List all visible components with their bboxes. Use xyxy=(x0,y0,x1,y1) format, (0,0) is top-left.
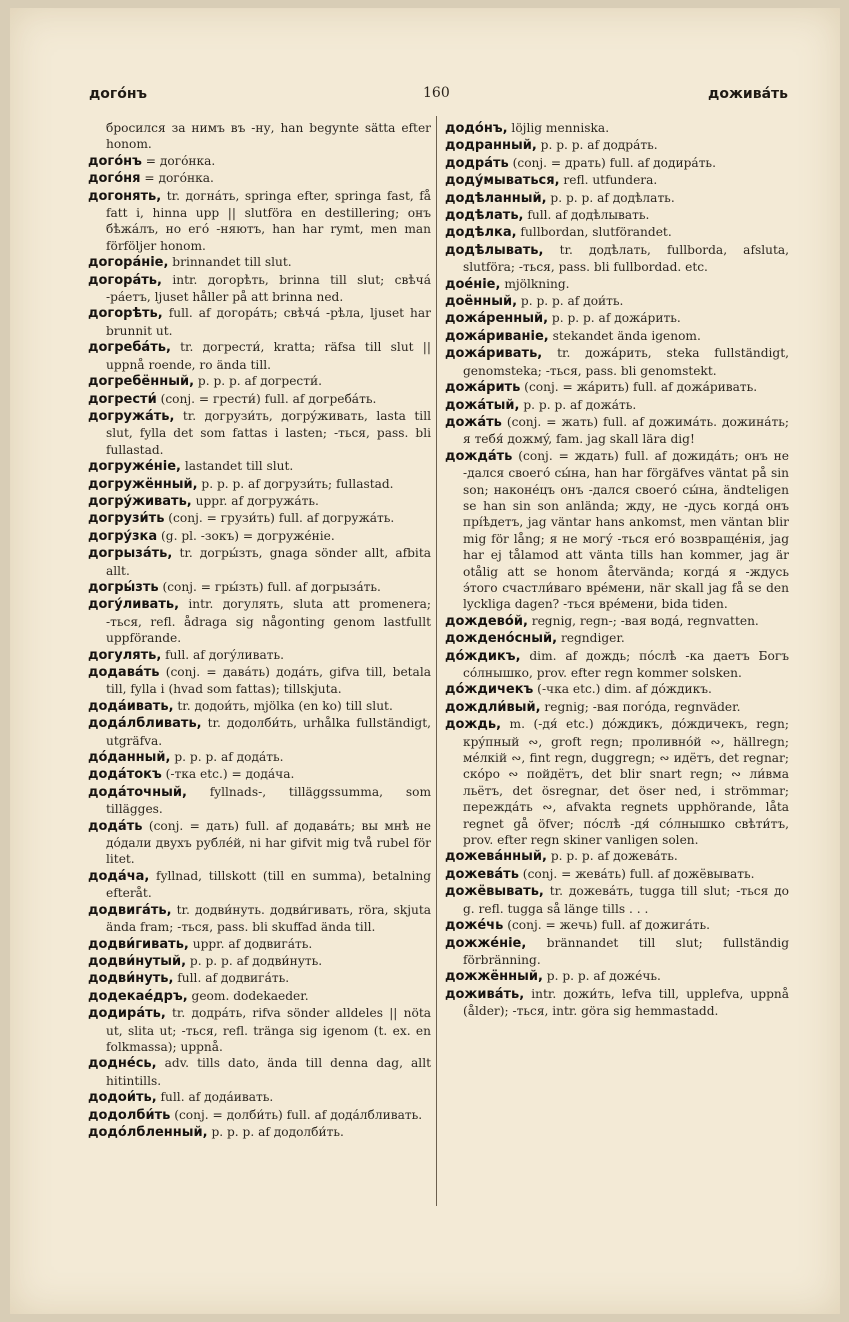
dictionary-entry xyxy=(88,766,431,783)
dictionary-entry xyxy=(88,936,431,953)
entry-definition: p. p. p. af догрести́. xyxy=(194,374,322,389)
entry-headword: догребáть, xyxy=(88,340,171,356)
dictionary-entry xyxy=(445,968,789,985)
entry-headword: догорѣть, xyxy=(88,306,163,322)
entry-definition: mjölkning. xyxy=(500,276,570,291)
entry-definition: p. p. p. af додáть. xyxy=(170,750,284,765)
entry-headword: додáтокъ xyxy=(88,767,162,783)
dictionary-entry xyxy=(445,866,789,883)
entry-headword: дожáривать, xyxy=(445,346,543,362)
entry-definition: p. p. p. af додрáть. xyxy=(536,138,658,153)
entry-headword: додóлбленный, xyxy=(88,1124,208,1140)
dictionary-entry xyxy=(445,986,789,1020)
dictionary-entry xyxy=(88,1124,431,1141)
entry-definition: tr. дожевáть, tugga till slut; -ться до g. refl. tugga så länge tills . . . xyxy=(463,884,789,916)
entry-definition: tr. додои́ть, mjölka (en ko) till slut. xyxy=(173,698,393,713)
entry-definition: intr. дожи́ть, lefva till, upplefva, uppnå (ålder); -ться, intr. göra sig hemmastadd. xyxy=(463,986,789,1019)
entry-headword: догóня xyxy=(88,171,141,187)
entry-headword: догрести́ xyxy=(88,391,157,407)
entry-headword: догýливать, xyxy=(88,597,180,613)
entry-headword: догрýживать, xyxy=(88,493,192,509)
entry-definition: (conj. = жáрить) full. af дожáривать. xyxy=(520,380,758,395)
dictionary-entry xyxy=(445,716,789,848)
dictionary-entry xyxy=(445,613,789,630)
dictionary-entry xyxy=(445,917,789,934)
entry-headword: дожжённый, xyxy=(445,969,543,985)
entry-headword: догрýзка xyxy=(88,528,158,544)
entry-definition: regnig; -вая погóда, regnväder. xyxy=(540,699,741,714)
entry-headword: дожéчь xyxy=(445,918,504,934)
entry-definition: full. af додвигáть. xyxy=(173,971,290,986)
entry-definition: regnig, regn-; -вая водá, regnvatten. xyxy=(527,613,759,628)
entry-definition: (conj. = давáть) додáть, gifva till, betala till, fylla i (hvad som fattas); tillskjuta. xyxy=(106,665,431,697)
entry-headword: дожáть xyxy=(445,414,502,430)
dictionary-entry xyxy=(88,715,431,749)
dictionary-entry xyxy=(88,339,431,373)
dictionary-entry xyxy=(445,414,789,448)
dictionary-entry xyxy=(445,207,789,224)
entry-headword: додáть xyxy=(88,818,143,834)
entry-definition: full. af додáивать. xyxy=(156,1090,274,1105)
entry-definition: p. p. p. af дои́ть. xyxy=(517,294,624,309)
entry-definition: uppr. af догружáть. xyxy=(191,493,319,508)
dictionary-entry xyxy=(445,155,789,172)
entry-definition: full. af догорáть; свѣчá -рѣла, ljuset har brunnit ut. xyxy=(106,306,431,338)
entry-headword: дóждичекъ xyxy=(445,682,534,698)
dictionary-entry xyxy=(88,493,431,510)
dictionary-entry xyxy=(88,476,431,493)
entry-definition: (conj. = гры́зть) full. af догрызáть. xyxy=(158,579,381,594)
dictionary-entry xyxy=(88,698,431,715)
entry-definition: p. p. p. af додолби́ть. xyxy=(207,1124,344,1139)
entry-headword: дожёвывать, xyxy=(445,884,544,900)
entry-headword: дождли́вый, xyxy=(445,699,541,715)
dictionary-entry xyxy=(88,1055,431,1089)
entry-headword: дождевóй, xyxy=(445,613,528,629)
entry-headword: дожевáнный, xyxy=(445,849,547,865)
left-running-headword: догóнъ xyxy=(89,86,148,102)
entry-headword: доённый, xyxy=(445,294,518,310)
dictionary-entry xyxy=(88,1089,431,1106)
entry-headword: додáча, xyxy=(88,868,150,884)
entry-definition: p. p. p. af догрузи́ть; fullastad. xyxy=(197,476,394,491)
entry-headword: догорáть, xyxy=(88,272,162,288)
entry-definition: dim. af дождь; пóслѣ -ка даетъ Богъ сóлнышко, prov. efter regn kommer solsken. xyxy=(463,648,789,680)
entry-headword: додѣлать, xyxy=(445,208,524,224)
dictionary-entry xyxy=(445,883,789,917)
dictionary-entry xyxy=(445,190,789,207)
entry-headword: догружённый, xyxy=(88,476,198,492)
dictionary-entry xyxy=(445,293,789,310)
entry-headword: догулять, xyxy=(88,647,162,663)
entry-headword: додои́ть, xyxy=(88,1090,157,1106)
entry-headword: додýмываться, xyxy=(445,173,560,189)
entry-headword: догонять, xyxy=(88,188,162,204)
dictionary-entry xyxy=(88,510,431,527)
entry-headword: додѣлка, xyxy=(445,225,517,241)
column-divider xyxy=(436,116,437,1206)
entry-definition: refl. utfundera. xyxy=(559,173,658,188)
entry-definition: p. p. p. af додви́нуть. xyxy=(186,953,323,968)
dictionary-entry xyxy=(445,276,789,293)
entry-headword: догорáніе, xyxy=(88,255,169,271)
entry-definition: (conj. = ждать) full. af дожидáть; онъ не -дался своегó сы́на, han har förgäfves väntat på sin son; наконéцъ онъ -дался своегó сы́на, ändteligen se han sin son anlända; жду, не -дусь когдá онъ прі́ѣдетъ, jag väntar hans ankomst, men väntan blir mig för lång; я не могý -ться егó возвращéнія, jag har ej tålamod att vänta tills han kommer, jag är otålig att se honom återvända; когдá я -ждусь э́того счастли́ваго врéмени, när skall jag få se den lyckliga dagen? -ться врéмени, bida tiden. xyxy=(463,448,789,612)
entry-definition: stekandet ända igenom. xyxy=(548,328,701,343)
entry-headword: догры́зть xyxy=(88,579,159,595)
dictionary-entry xyxy=(445,137,789,154)
entry-headword: доживáть, xyxy=(445,986,525,1002)
entry-definition: бросился за нимъ въ -ну, han begynte sätta efter honom. xyxy=(106,121,431,152)
entry-definition: (conj. = жечь) full. af дожигáть. xyxy=(503,918,710,933)
entry-definition: fyllnads-, tilläggssumma, som tillägges. xyxy=(106,784,431,817)
entry-definition: p. p. p. af дожáрить. xyxy=(548,311,681,326)
dictionary-entry xyxy=(88,784,431,818)
dictionary-entry xyxy=(88,1107,431,1124)
entry-headword: дóданный, xyxy=(88,750,171,766)
entry-definition: (conj. = жать) full. af дожимáть. дожинáть; я тебя́ дожмý, fam. jag skall lära dig! xyxy=(463,414,789,447)
entry-headword: додóнъ, xyxy=(445,121,508,136)
entry-definition: brännandet till slut; fullständig förbränning. xyxy=(463,935,789,967)
dictionary-entry xyxy=(88,868,431,902)
entry-definition: tr. додолби́ть, urhålka fullständigt, utgräfva. xyxy=(106,716,431,748)
entry-definition: full. af догýливать. xyxy=(161,647,285,662)
dictionary-entry xyxy=(88,664,431,698)
entry-headword: догрузи́ть xyxy=(88,511,165,527)
dictionary-entry xyxy=(445,699,789,716)
dictionary-entry xyxy=(445,172,789,189)
entry-definition: tr. дожáрить, steka fullständigt, genomsteka; -ться, pass. bli genomstekt. xyxy=(463,346,789,378)
dictionary-entry xyxy=(88,902,431,936)
entry-headword: додáточный, xyxy=(88,784,187,800)
right-column xyxy=(445,120,789,1020)
dictionary-entry xyxy=(88,596,431,646)
entry-definition: fyllnad, tillskott (till en summa), betalning efteråt. xyxy=(106,868,431,901)
dictionary-entry xyxy=(88,970,431,987)
left-column xyxy=(88,120,431,1141)
entry-headword: догружáть, xyxy=(88,408,175,424)
entry-definition: intr. догулять, sluta att promenera; -ться, refl. ådraga sig någonting genom lastfullt uppförande. xyxy=(106,597,431,646)
entry-definition: uppr. af додвигáть. xyxy=(188,936,313,951)
page-header xyxy=(10,86,840,108)
entry-headword: догрызáть, xyxy=(88,546,173,562)
dictionary-entry xyxy=(445,397,789,414)
entry-definition: tr. додрáть, rifva sönder alldeles || nöta ut, slita ut; -ться, refl. tränga sig igenom (t. ex. en folkmassa); uppnå. xyxy=(106,1006,431,1054)
entry-definition: tr. догрести́, kratta; räfsa till slut || uppnå roende, ro ända till. xyxy=(106,340,431,372)
dictionary-entry xyxy=(88,528,431,545)
entry-definition: full. af додѣлывать. xyxy=(523,208,650,223)
entry-headword: дожáтый, xyxy=(445,397,520,413)
entry-headword: додѣланный, xyxy=(445,190,547,206)
entry-headword: дожденóсный, xyxy=(445,631,558,647)
entry-headword: дожáрить xyxy=(445,380,521,396)
dictionary-entry xyxy=(445,310,789,327)
entry-definition: (conj. = грести́) full. af догребáть. xyxy=(156,391,377,406)
dictionary-entry xyxy=(445,224,789,241)
dictionary-entry xyxy=(88,579,431,596)
dictionary-entry xyxy=(88,373,431,390)
entry-headword: додранный, xyxy=(445,138,537,154)
entry-headword: доднéсь, xyxy=(88,1056,157,1072)
entry-headword: догребённый, xyxy=(88,374,195,390)
dictionary-entry xyxy=(445,681,789,698)
entry-headword: додѣлывать, xyxy=(445,242,544,258)
dictionary-entry xyxy=(88,545,431,579)
entry-definition: (conj. = долби́ть) full. af додáлбливать. xyxy=(170,1107,423,1122)
right-running-headword: доживáть xyxy=(708,86,788,102)
entry-headword: додрáть xyxy=(445,155,509,171)
dictionary-entry xyxy=(445,242,789,276)
entry-definition: regndiger. xyxy=(557,631,625,646)
dictionary-entry xyxy=(88,391,431,408)
entry-headword: дожевáть xyxy=(445,866,519,882)
entry-definition: p. p. p. af дожáть. xyxy=(519,397,637,412)
entry-headword: дождáть xyxy=(445,448,513,464)
entry-definition: = догóнка. xyxy=(140,171,214,186)
entry-headword: додирáть, xyxy=(88,1006,166,1022)
dictionary-entry xyxy=(445,630,789,647)
entry-definition: tr. додви́нуть. додви́гивать, röra, skjuta ända fram; -ться, pass. bli skuffad ända till. xyxy=(106,902,431,935)
entry-headword: додáлбливать, xyxy=(88,716,202,732)
entry-headword: догружéніе, xyxy=(88,459,181,475)
dictionary-entry xyxy=(88,749,431,766)
entry-definition: (g. pl. -зокъ) = догружéніе. xyxy=(157,528,335,543)
entry-headword: дожáриваніе, xyxy=(445,328,549,344)
dictionary-entry xyxy=(88,254,431,271)
dictionary-entry xyxy=(445,345,789,379)
entry-headword: дождь, xyxy=(445,717,502,733)
dictionary-entry xyxy=(88,272,431,306)
entry-definition: = догóнка. xyxy=(141,153,216,168)
dictionary-entry xyxy=(445,848,789,865)
dictionary-entry xyxy=(88,988,431,1005)
dictionary-entry xyxy=(88,170,431,187)
dictionary-page xyxy=(10,8,840,1314)
entry-definition: (conj. = драть) full. af додирáть. xyxy=(508,155,716,170)
dictionary-entry xyxy=(88,153,431,170)
dictionary-entry xyxy=(445,448,789,613)
dictionary-entry xyxy=(88,953,431,970)
entry-definition: tr. догры́зть, gnaga sönder allt, afbita allt. xyxy=(106,546,431,578)
dictionary-entry xyxy=(445,935,789,969)
entry-definition: (-тка etc.) = додáча. xyxy=(161,767,295,782)
entry-headword: догóнъ xyxy=(88,153,142,169)
entry-headword: додвигáть, xyxy=(88,902,172,918)
dictionary-entry xyxy=(88,188,431,255)
entry-definition: p. p. p. af дожевáть. xyxy=(546,849,678,864)
entry-definition: (conj. = жевáть) full. af дожёвывать. xyxy=(518,866,755,881)
entry-headword: додви́нутый, xyxy=(88,953,187,969)
dictionary-entry xyxy=(445,648,789,682)
entry-headword: дожжéніе, xyxy=(445,935,527,951)
dictionary-entry xyxy=(445,120,789,137)
entry-definition: tr. догрузи́ть, догрýживать, lasta till slut, fylla det som fattas i lasten; -ться, pass. bli fullastad. xyxy=(106,408,431,457)
entry-definition: p. p. p. af дожéчь. xyxy=(542,969,661,984)
entry-definition: brinnandet till slut. xyxy=(168,255,292,270)
entry-headword: дожáренный, xyxy=(445,311,549,327)
entry-definition: lastandet till slut. xyxy=(180,459,294,474)
entry-definition: löjlig menniska. xyxy=(507,121,610,135)
dictionary-entry xyxy=(88,647,431,664)
entry-headword: доéніе, xyxy=(445,276,501,292)
entry-definition: (conj. = дать) full. af додавáть; вы мнѣ не дóдали двухъ рублéй, ni har gifvit mig två rubel för litet. xyxy=(106,818,431,867)
entry-definition: geom. dodekaeder. xyxy=(187,988,309,1003)
entry-definition: fullbordan, slutförandet. xyxy=(516,225,672,240)
dictionary-entry xyxy=(88,408,431,458)
entry-headword: додолби́ть xyxy=(88,1107,171,1123)
entry-definition: (conj. = грузи́ть) full. af догружáть. xyxy=(164,511,395,526)
dictionary-entry xyxy=(88,305,431,339)
entry-headword: додви́гивать, xyxy=(88,936,189,952)
entry-headword: додавáть xyxy=(88,665,160,680)
entry-definition: m. (-дя́ etc.) дóждикъ, дóждичекъ, regn; крýпный ∾, groft regn; проливнóй ∾, hällregn; мéлкій ∾, fint regn, duggregn; ∾ идётъ, det regnar; скóро ∾ пойдётъ, det blir snart regn; ∾ ли́вма льётъ, det ösregnar, det öser ned, i strömmar; переждáть ∾, afvakta regnets upphörande, låta regnet gå öfver; пóслѣ -дя́ сóлнышко свѣти́тъ, prov. efter regn skiner vanligen solen. xyxy=(463,717,789,848)
entry-definition: intr. догорѣть, brinna till slut; свѣчá -рáетъ, ljuset håller på att brinna ned. xyxy=(106,272,431,305)
entry-headword: додáивать, xyxy=(88,698,174,714)
dictionary-entry xyxy=(88,1005,431,1055)
page-number: 160 xyxy=(423,85,450,101)
entry-definition: (-чка etc.) dim. af дóждикъ. xyxy=(533,682,712,697)
entry-headword: додекаéдръ, xyxy=(88,988,188,1004)
dictionary-entry xyxy=(445,328,789,345)
entry-definition: adv. tills dato, ända till denna dag, allt hitintills. xyxy=(106,1056,431,1088)
entry-definition: p. p. p. af додѣлать. xyxy=(546,190,675,205)
dictionary-entry xyxy=(445,379,789,396)
dictionary-entry xyxy=(88,458,431,475)
entry-definition: tr. догнáть, springa efter, springa fast, få fatt i, hinna upp || slutföra en destillering; онъ бѣжáлъ, но егó -няютъ, han har rymt, men man förföljer honom. xyxy=(106,188,431,253)
entry-definition: tr. додѣлать, fullborda, afsluta, slutföra; -ться, pass. bli fullbordad. etc. xyxy=(463,242,789,275)
dictionary-entry xyxy=(88,818,431,868)
entry-headword: дóждикъ, xyxy=(445,648,521,664)
entry-headword: додви́нуть, xyxy=(88,971,174,987)
dictionary-entry xyxy=(88,120,431,153)
